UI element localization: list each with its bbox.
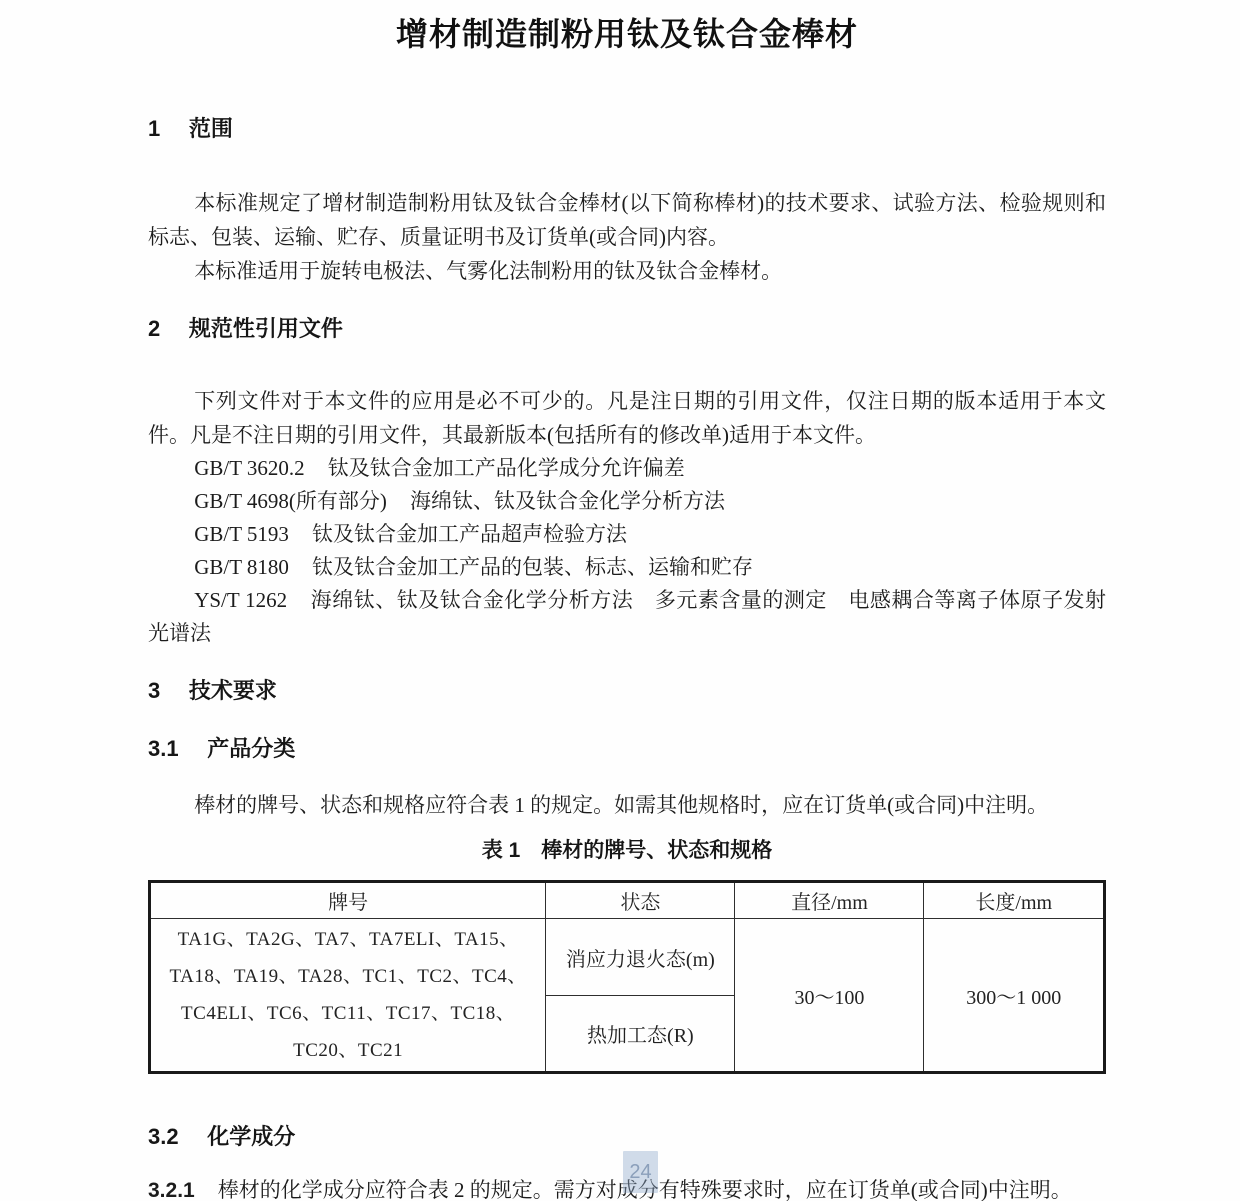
clause-3-2-1-number: 3.2.1: [148, 1179, 195, 1201]
section-2-title: 规范性引用文件: [188, 316, 343, 341]
reference-item: [148, 485, 1106, 518]
classification-paragraph: 棒材的牌号、状态和规格应符合表 1 的规定。如需其他规格时，应在订货单(或合同)中注明。: [194, 793, 1049, 817]
grade-list-cell: TA1G、TA2G、TA7、TA7ELI、TA15、TA18、TA19、TA28、TC1、TC2、TC4、TC4ELI、TC6、TC11、TC17、TC18、TC20、TC21: [150, 919, 546, 1073]
section-3-2-number: 3.2: [148, 1124, 179, 1149]
scope-paragraph-1: 本标准规定了增材制造制粉用钛及钛合金棒材(以下简称棒材)的技术要求、试验方法、检验规则和标志、包装、运输、贮存、质量证明书及订货单(或合同)内容。: [148, 191, 1106, 249]
table-row: [150, 919, 1105, 996]
table-1-caption-text: 棒材的牌号、状态和规格: [541, 839, 773, 862]
reference-item: [148, 584, 1106, 650]
section-3-1-title: 产品分类: [207, 736, 296, 761]
section-2-heading: [148, 316, 1106, 342]
section-1-title: 范围: [188, 116, 233, 141]
reference-code: GB/T 8180: [194, 555, 289, 579]
section-3-number: 3: [148, 678, 161, 703]
section-3-2-heading: [148, 1124, 1106, 1150]
section-3-1-heading: [148, 736, 1106, 762]
diameter-value-cell: 30～100: [735, 919, 924, 1073]
section-2-number: 2: [148, 316, 161, 341]
references-list: [148, 452, 1106, 650]
reference-title: 钛及钛合金加工产品超声检验方法: [312, 522, 627, 546]
column-header-length: 长度/mm: [924, 882, 1105, 919]
reference-title: 海绵钛、钛及钛合金化学分析方法: [409, 489, 725, 513]
clause-3-2-1-text: 棒材的化学成分应符合表 2 的规定。需方对成分有特殊要求时，应在订货单(或合同)中注明。: [217, 1178, 1072, 1201]
watermark-stamp: 24: [623, 1151, 658, 1193]
section-3-title: 技术要求: [188, 678, 277, 703]
reference-code: GB/T 5193: [194, 522, 289, 546]
references-intro-paragraph: 下列文件对于本文件的应用是必不可少的。凡是注日期的引用文件，仅注日期的版本适用于本文件。凡是不注日期的引用文件，其最新版本(包括所有的修改单)适用于本文件。: [148, 389, 1106, 447]
reference-title: 海绵钛、钛及钛合金化学分析方法 多元素含量的测定 电感耦合等离子体原子发射光谱法: [148, 588, 1106, 645]
length-value-cell: 300～1 000: [924, 919, 1105, 1073]
state-annealed-cell: 消应力退火态(m): [546, 919, 735, 996]
reference-code: YS/T 1262: [194, 588, 288, 612]
section-3-1-number: 3.1: [148, 736, 179, 761]
section-3-heading: [148, 678, 1106, 704]
column-header-grade: 牌号: [150, 882, 546, 919]
clause-3-2-1: [148, 1174, 1106, 1201]
reference-code: GB/T 3620.2: [194, 456, 305, 480]
table-1-caption: [148, 838, 1106, 864]
section-3-2-body: [148, 1174, 1106, 1201]
state-hotworked-cell: 热加工态(R): [546, 996, 735, 1073]
section-1-heading: [148, 116, 1106, 142]
column-header-diameter: 直径/mm: [735, 882, 924, 919]
section-1-number: 1: [148, 116, 161, 141]
reference-title: 钛及钛合金加工产品化学成分允许偏差: [327, 456, 685, 480]
section-1-body: [148, 186, 1106, 288]
reference-item: [148, 452, 1106, 485]
scope-paragraph-2: 本标准适用于旋转电极法、气雾化法制粉用的钛及钛合金棒材。: [194, 259, 783, 283]
reference-code: GB/T 4698(所有部分): [194, 489, 387, 513]
reference-title: 钛及钛合金加工产品的包装、标志、运输和贮存: [312, 555, 753, 579]
document-content: [0, 12, 1240, 1201]
reference-item: [148, 551, 1106, 584]
reference-item: [148, 518, 1106, 551]
table-1: [148, 880, 1106, 1074]
table-1-caption-label: 表 1: [481, 839, 521, 862]
document-title: 增材制造制粉用钛及钛合金棒材: [395, 16, 858, 52]
table-header-row: [150, 882, 1105, 919]
column-header-state: 状态: [546, 882, 735, 919]
section-3-2-title: 化学成分: [207, 1124, 296, 1149]
